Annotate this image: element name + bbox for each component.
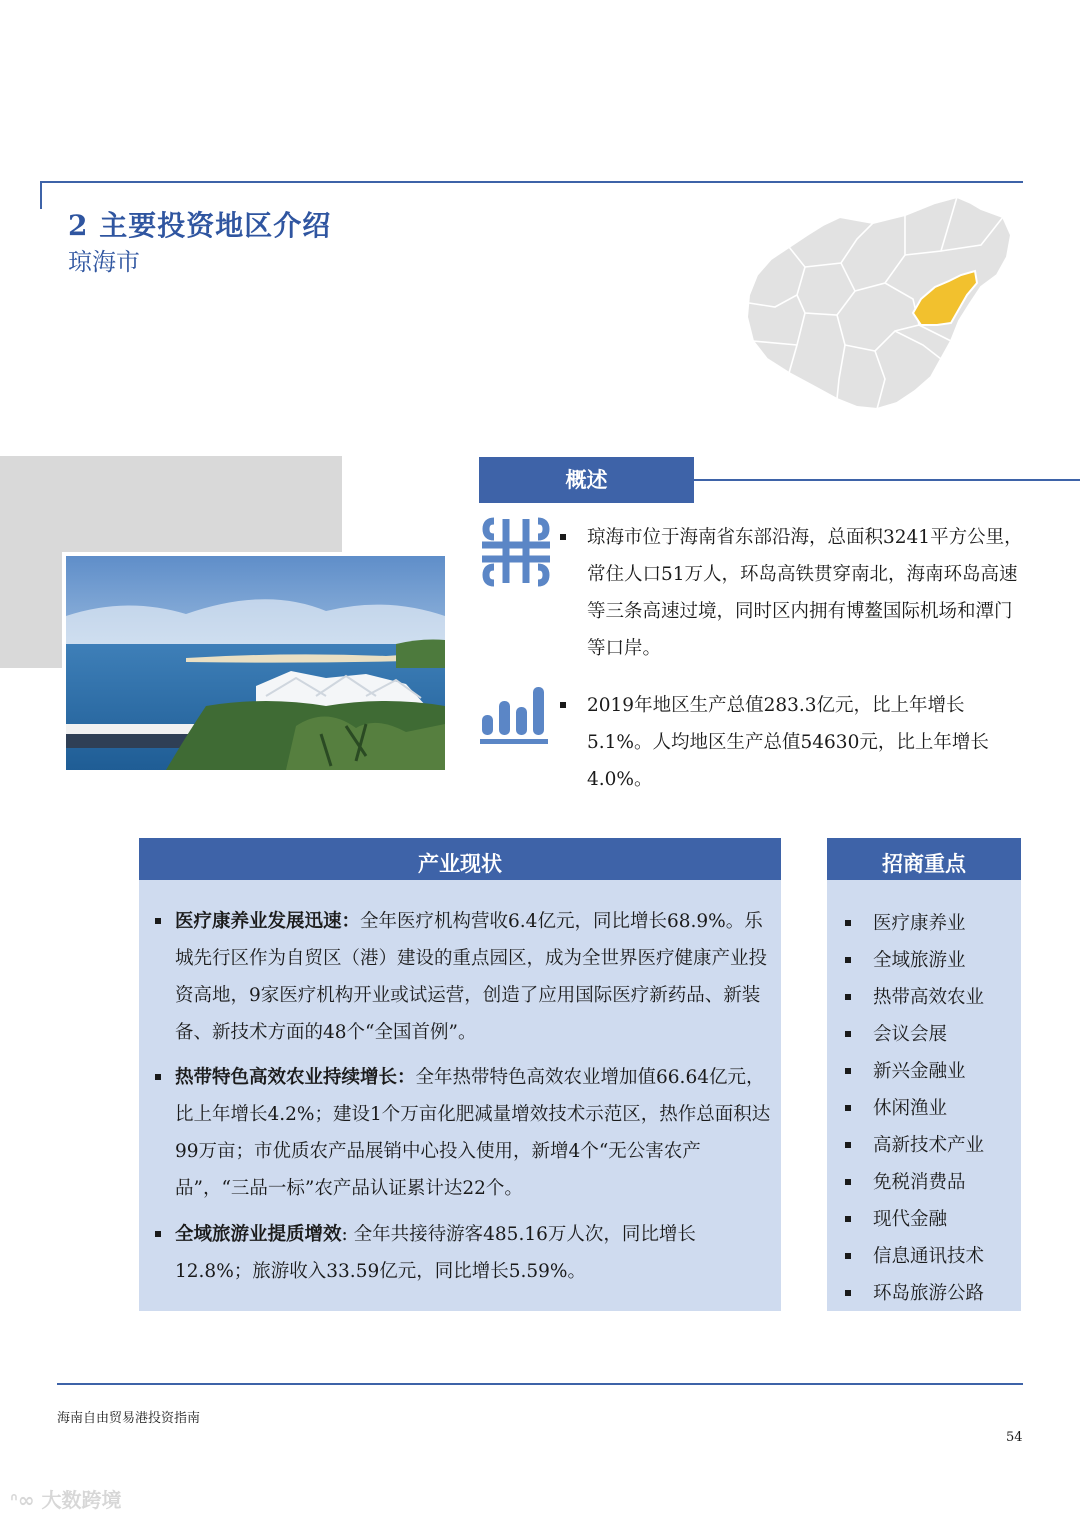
hainan-map xyxy=(745,195,1015,417)
bullet xyxy=(560,702,566,708)
focus-item: 高新技术产业 xyxy=(845,1127,984,1164)
industry-item-text: : 全年共接待游客485.16万人次，同比增长12.8%；旅游收入33.59亿元，同比增长5.59%。 xyxy=(175,1224,696,1282)
qionghai-photo xyxy=(62,552,449,774)
focus-item: 免税消费品 xyxy=(845,1164,984,1201)
industry-heading: 产业现状 xyxy=(139,838,781,880)
bullet xyxy=(155,1231,161,1237)
focus-item: 环岛旅游公路 xyxy=(845,1275,984,1312)
city-subtitle: 琼海市 xyxy=(68,248,140,276)
overview-rule xyxy=(694,479,1080,481)
header-rule-tick xyxy=(40,181,42,209)
industry-item-title: 全域旅游业提质增效 xyxy=(175,1224,342,1245)
focus-heading: 招商重点 xyxy=(827,838,1021,880)
page-number: 54 xyxy=(1006,1430,1023,1445)
industry-item-text: 全年热带特色高效农业增加值66.64亿元，比上年增长4.2%；建设1个万亩化肥减量增效技术示范区，热作总面积达99万亩；市优质农产品展销中心投入使用，新增4个“无公害农产品”，“三品一标”农产品认证累计达22个。 xyxy=(175,1067,771,1199)
industry-item-title: 热带特色高效农业持续增长： xyxy=(175,1067,416,1088)
overview-text-gdp: 2019年地区生产总值283.3亿元，比上年增长5.1%。人均地区生产总值54630元，比上年增长4.0%。 xyxy=(587,695,989,790)
focus-item: 新兴金融业 xyxy=(845,1053,984,1090)
road-junction-icon xyxy=(478,515,554,587)
bullet xyxy=(155,1074,161,1080)
header-rule xyxy=(40,181,1023,183)
watermark-logo-icon: ᐢ∞ xyxy=(10,1488,42,1512)
focus-item: 会议会展 xyxy=(845,1016,984,1053)
footer-rule xyxy=(57,1383,1023,1385)
overview-heading: 概述 xyxy=(479,457,694,503)
footer-doc-title: 海南自由贸易港投资指南 xyxy=(57,1411,201,1426)
industry-item-title: 医疗康养业发展迅速： xyxy=(175,911,361,932)
focus-item: 医疗康养业 xyxy=(845,905,984,942)
industry-item-medical xyxy=(175,903,773,1051)
focus-item: 热带高效农业 xyxy=(845,979,984,1016)
overview-text-location: 琼海市位于海南省东部沿海，总面积3241平方公里，常住人口51万人，环岛高铁贯穿南北，海南环岛高速等三条高速过境，同时区内拥有博鳌国际机场和潭门等口岸。 xyxy=(587,527,1023,659)
section-title: 2 主要投资地区介绍 xyxy=(68,209,332,242)
focus-item: 信息通讯技术 xyxy=(845,1238,984,1275)
bar-chart-icon xyxy=(478,683,554,745)
focus-list xyxy=(845,905,984,1312)
bullet xyxy=(155,918,161,924)
focus-item: 休闲渔业 xyxy=(845,1090,984,1127)
watermark xyxy=(10,1484,122,1513)
bullet xyxy=(560,534,566,540)
industry-item-tourism xyxy=(175,1216,773,1290)
industry-item-text: 全年医疗机构营收6.4亿元，同比增长68.9%。乐城先行区作为自贸区（港）建设的重点园区，成为全世界医疗健康产业投资高地，9家医疗机构开业或试运营，创造了应用国际医疗新药品、新装备、新技术方面的48个“全国首例”。 xyxy=(175,911,768,1043)
focus-item: 现代金融 xyxy=(845,1201,984,1238)
watermark-text: 大数跨境 xyxy=(41,1488,122,1512)
focus-item: 全域旅游业 xyxy=(845,942,984,979)
industry-item-agriculture xyxy=(175,1059,773,1207)
